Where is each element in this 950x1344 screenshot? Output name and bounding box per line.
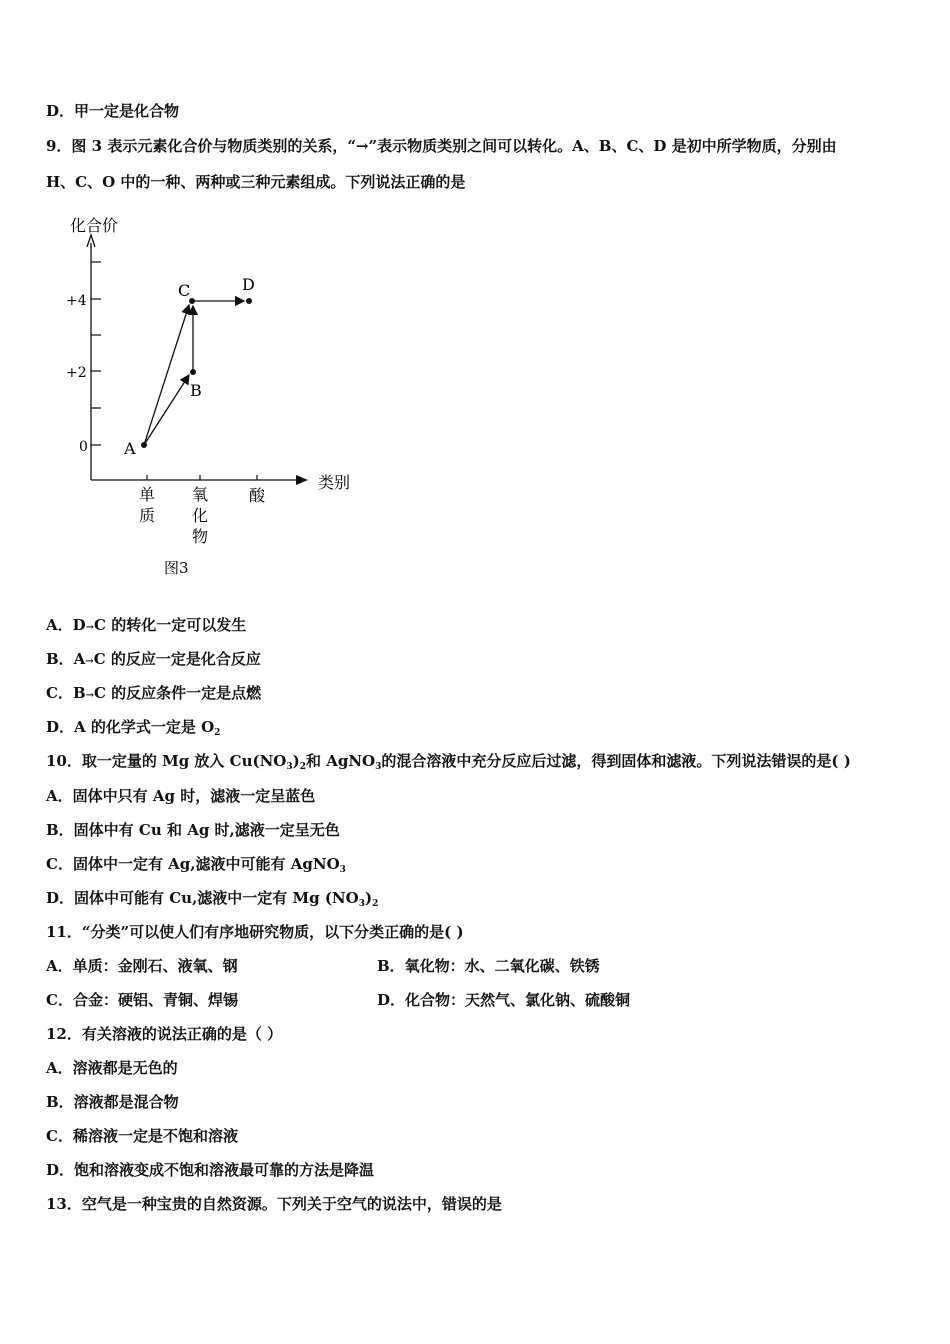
x-cat-elemental-2: 质 xyxy=(139,506,156,525)
q9-option-c-arrow: → xyxy=(85,690,95,701)
q11-option-a: A．单质：金刚石、液氧、钢 xyxy=(46,957,238,975)
q9-option-a-pre: A．D xyxy=(46,616,86,634)
q13-stem: 13．空气是一种宝贵的自然资源。下列关于空气的说法中，错误的是 xyxy=(46,1195,502,1213)
q12-stem: 12．有关溶液的说法正确的是（ ） xyxy=(46,1025,283,1043)
q10-stem xyxy=(46,751,851,777)
q9-option-c-pre: C．B xyxy=(46,684,86,702)
arrow-a-to-c xyxy=(144,305,189,445)
x-cat-oxide-2: 化 xyxy=(192,506,209,525)
x-cat-elemental-1: 单 xyxy=(139,485,156,504)
q10-option-a: A．固体中只有 Ag 时，滤液一定呈蓝色 xyxy=(46,787,316,805)
x-cat-acid: 酸 xyxy=(249,486,266,505)
q12-option-d: D．饱和溶液变成不饱和溶液最可靠的方法是降温 xyxy=(46,1161,375,1179)
q10-stem-c: 和 AgNO xyxy=(306,752,376,770)
q9-option-b xyxy=(46,649,261,672)
q10-stem-d: 的混合溶液中充分反应后过滤，得到固体和滤液。下列说法错误的是( ) xyxy=(381,752,851,770)
q9-stem-line1: 9．图 3 表示元素化合价与物质类别的关系，“→”表示物质类别之间可以转化。A、B、C、D 是初中所学物质，分别由 xyxy=(46,137,837,155)
arrow-a-to-b xyxy=(144,375,189,445)
q10-stem-sub2: 2 xyxy=(299,762,306,772)
x-cat-oxide-1: 氧 xyxy=(192,485,209,504)
q12-option-b: B．溶液都是混合物 xyxy=(46,1093,179,1111)
point-d xyxy=(246,298,252,304)
q9-option-b-post: C 的反应一定是化合反应 xyxy=(93,650,261,668)
q9-option-b-pre: B．A xyxy=(46,650,86,668)
q10-option-c-text: C．固体中一定有 Ag,滤液中可能有 AgNO xyxy=(46,855,340,873)
q9-option-c-post: C 的反应条件一定是点燃 xyxy=(94,684,262,702)
q10-option-d-sub1: 3 xyxy=(358,899,365,909)
q9-stem-line2: H、C、O 中的一种、两种或三种元素组成。下列说法正确的是 xyxy=(46,173,466,191)
y-axis-label: 化合价 xyxy=(70,216,119,235)
q9-option-a-post: C 的转化一定可以发生 xyxy=(94,616,247,634)
q10-option-d-sub2: 2 xyxy=(372,899,379,909)
point-d-label: D xyxy=(242,275,255,294)
q10-option-d xyxy=(46,888,378,914)
q9-option-d-sub: 2 xyxy=(214,728,221,738)
figure-caption: 图3 xyxy=(164,559,189,577)
q12-option-a: A．溶液都是无色的 xyxy=(46,1059,178,1077)
q9-option-a xyxy=(46,615,246,638)
q10-option-c-sub: 3 xyxy=(339,865,346,875)
y-tick-plus2: +2 xyxy=(66,365,87,381)
y-tick-zero: 0 xyxy=(79,439,88,455)
q10-stem-a: 10．取一定量的 Mg 放入 Cu(NO xyxy=(46,752,287,770)
q10-option-b: B．固体中有 Cu 和 Ag 时,滤液一定呈无色 xyxy=(46,821,340,839)
q8-option-d: D．甲一定是化合物 xyxy=(46,102,180,120)
q10-stem-sub1: 3 xyxy=(286,762,293,772)
q11-option-d: D．化合物：天然气、氯化钠、硫酸铜 xyxy=(377,991,631,1009)
y-tick-plus4: +4 xyxy=(66,293,87,309)
point-b-label: B xyxy=(190,381,202,400)
q9-option-d-text: D．A 的化学式一定是 O xyxy=(46,718,215,736)
x-axis-label: 类别 xyxy=(318,473,351,492)
q10-option-d-b: ) xyxy=(364,889,373,907)
x-axis-arrow-icon xyxy=(296,475,308,485)
q10-stem-b: ) xyxy=(292,752,300,770)
q11-option-c: C．合金：硬铝、青铜、焊锡 xyxy=(46,991,238,1009)
q9-option-c xyxy=(46,683,261,706)
q9-figure xyxy=(60,205,370,585)
q10-option-c xyxy=(46,854,346,880)
point-c-label: C xyxy=(178,281,191,300)
q10-stem-sub3: 3 xyxy=(375,762,382,772)
q11-stem: 11．“分类”可以使人们有序地研究物质，以下分类正确的是( ) xyxy=(46,923,464,941)
q9-option-d xyxy=(46,717,220,743)
x-cat-oxide-3: 物 xyxy=(192,527,209,546)
q9-option-b-arrow: → xyxy=(85,656,94,667)
q12-option-c: C．稀溶液一定是不饱和溶液 xyxy=(46,1127,238,1145)
q10-option-d-text: D．固体中可能有 Cu,滤液中一定有 Mg (NO xyxy=(46,889,359,907)
q9-option-a-arrow: → xyxy=(85,622,95,633)
point-a-label: A xyxy=(124,439,136,458)
q11-option-b: B．氧化物：水、二氧化碳、铁锈 xyxy=(377,957,600,975)
